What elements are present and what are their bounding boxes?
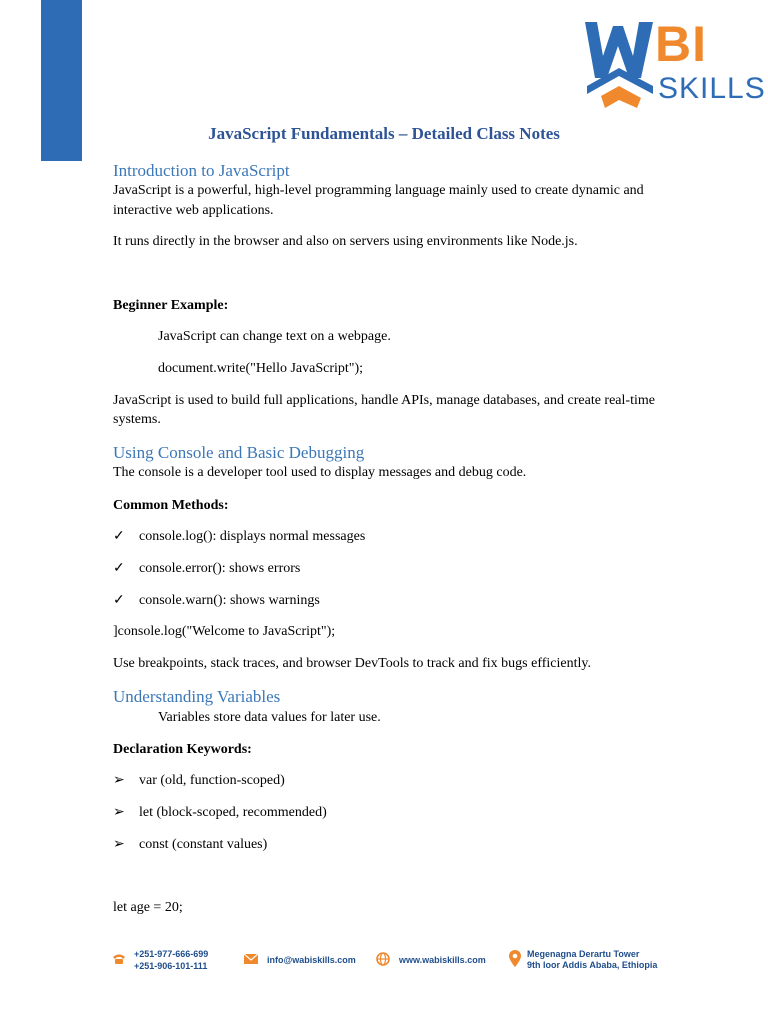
globe-icon (376, 952, 390, 966)
phone-icon (112, 953, 126, 965)
wa-logo-mark-icon (583, 16, 657, 112)
console-heading: Using Console and Basic Debugging (113, 443, 365, 462)
list-item (113, 527, 365, 547)
website-link[interactable]: www.wabiskills.com (399, 955, 486, 965)
variables-code-line: let age = 20; (113, 900, 183, 915)
list-item-text: console.log(): displays normal messages (139, 529, 366, 544)
address-line-1: Megenagna Derartu Tower (527, 949, 640, 959)
arrow-bullet-icon: ➢ (113, 773, 125, 788)
intro-paragraph-line1: JavaScript is a powerful, high-level programming language mainly used to create dynamic and (113, 183, 644, 198)
logo-skills-text: SKILLS (658, 72, 766, 105)
list-item-text: console.error(): shows errors (139, 561, 301, 576)
contact-footer (0, 946, 768, 982)
document-title: JavaScript Fundamentals – Detailed Class Notes (208, 124, 560, 143)
console-paragraph: The console is a developer tool used to display messages and debug code. (113, 465, 527, 480)
list-item-text: const (constant values) (139, 837, 268, 852)
list-item (113, 771, 285, 791)
beginner-example-label: Beginner Example: (113, 298, 229, 313)
list-item (113, 835, 267, 855)
email-address[interactable]: info@wabiskills.com (267, 955, 356, 965)
list-item-text: console.warn(): shows warnings (139, 593, 320, 608)
intro-paragraph-3-line2: systems. (113, 412, 161, 427)
location-pin-icon (509, 950, 521, 967)
intro-paragraph-3-line1: JavaScript is used to build full applications, handle APIs, manage databases, and create real-time (113, 393, 655, 408)
phone-number-2: +251-906-101-111 (134, 961, 208, 971)
debugging-paragraph: Use breakpoints, stack traces, and browser DevTools to track and fix bugs efficiently. (113, 656, 591, 671)
declaration-keywords-label: Declaration Keywords: (113, 742, 252, 757)
checkmark-icon: ✓ (113, 561, 125, 576)
example-code-line: document.write("Hello JavaScript"); (158, 361, 364, 376)
console-code-line: ]console.log("Welcome to JavaScript"); (113, 624, 336, 639)
arrow-bullet-icon: ➢ (113, 837, 125, 852)
list-item (113, 559, 300, 579)
arrow-bullet-icon: ➢ (113, 805, 125, 820)
checkmark-icon: ✓ (113, 593, 125, 608)
list-item-text: let (block-scoped, recommended) (139, 805, 327, 820)
phone-number-1: +251-977-666-699 (134, 949, 209, 959)
intro-paragraph-line2: interactive web applications. (113, 203, 274, 218)
common-methods-label: Common Methods: (113, 498, 229, 513)
wabi-skills-logo (583, 16, 766, 112)
list-item-text: var (old, function-scoped) (139, 773, 285, 788)
list-item (113, 803, 327, 823)
variables-paragraph: Variables store data values for later use. (158, 710, 381, 725)
checkmark-icon: ✓ (113, 529, 125, 544)
intro-heading: Introduction to JavaScript (113, 161, 290, 180)
email-icon (244, 954, 258, 964)
variables-heading: Understanding Variables (113, 687, 281, 706)
list-item (113, 591, 320, 611)
logo-brand-text: BI (655, 16, 707, 72)
address-line-2: 9th loor Addis Ababa, Ethiopia (527, 960, 658, 970)
intro-paragraph-2: It runs directly in the browser and also on servers using environments like Node.js. (113, 234, 578, 249)
example-text-line: JavaScript can change text on a webpage. (158, 329, 391, 344)
